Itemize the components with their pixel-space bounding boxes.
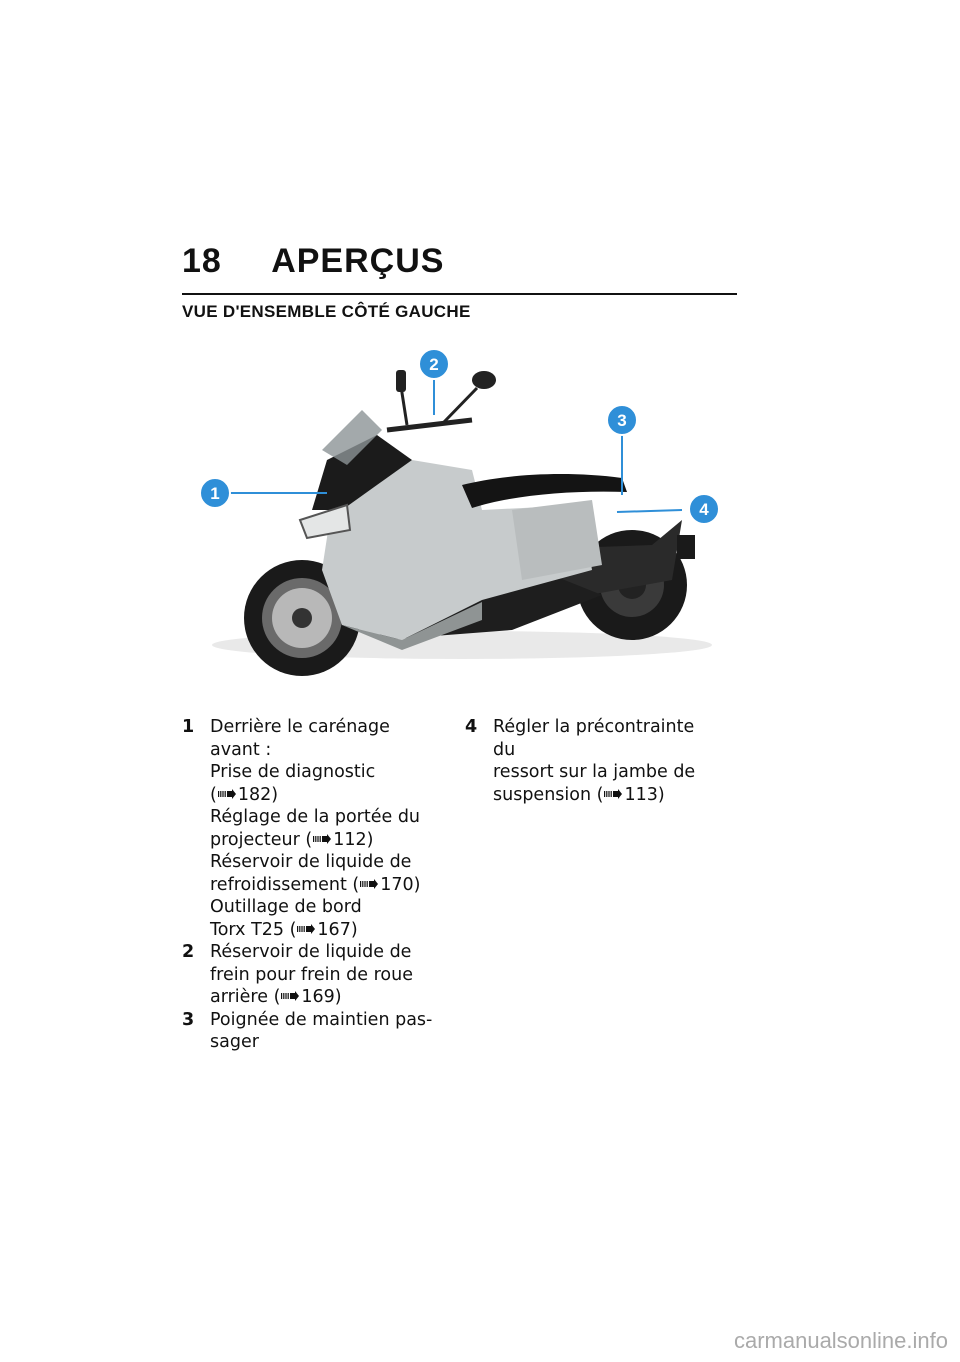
legend-item [465, 716, 720, 806]
legend-line [210, 806, 437, 829]
legend-line [210, 964, 437, 987]
page-reference-arrow-icon [297, 924, 315, 934]
page-reference-arrow-icon [313, 834, 331, 844]
svg-text:3: 3 [617, 411, 627, 430]
legend-item-number: 1 [182, 717, 195, 737]
legend-item-text [210, 941, 437, 1009]
page-reference[interactable]: 169) [301, 987, 342, 1007]
legend-line-text: ressort sur la jambe de [493, 762, 696, 782]
legend-line-text: Prise de diagnostic [210, 762, 376, 782]
legend-line [210, 739, 437, 762]
callout-4 [689, 494, 719, 524]
page-reference[interactable]: 112) [333, 829, 374, 850]
legend-line-text: Poignée de maintien pas- [210, 1009, 433, 1030]
page-reference-arrow-icon [360, 879, 378, 889]
legend-item [182, 716, 437, 941]
legend-line-text: frein pour frein de roue [210, 964, 413, 985]
page-header [182, 242, 444, 281]
page-reference[interactable]: 182) [237, 784, 279, 805]
callout-2 [419, 349, 449, 379]
page-reference[interactable]: 170) [380, 874, 421, 895]
legend-line [210, 829, 437, 852]
legend-line [493, 716, 720, 761]
legend-line [493, 784, 720, 807]
page-reference[interactable]: 113) [624, 784, 665, 805]
legend-line-text: Torx T25 ( [210, 919, 297, 940]
section-title: VUE D'ENSEMBLE CÔTÉ GAUCHE [182, 302, 471, 321]
svg-text:2: 2 [429, 355, 439, 374]
legend-item-number: 3 [182, 1009, 195, 1030]
page-number: 18 [182, 242, 222, 280]
legend-line [210, 761, 437, 784]
legend-column-right [465, 716, 720, 806]
legend-item-text [493, 716, 720, 806]
legend-line-text: avant : [210, 739, 272, 760]
legend-line-text: sager [210, 1032, 259, 1052]
legend-line [210, 896, 437, 919]
page-reference[interactable]: 167) [317, 919, 358, 940]
legend-line-text: Réservoir de liquide de [210, 942, 412, 962]
legend-line [210, 941, 437, 964]
legend-item-number: 2 [182, 942, 195, 962]
callout-1 [200, 478, 230, 508]
svg-text:1: 1 [210, 484, 220, 503]
chapter-title: APERÇUS [271, 242, 445, 280]
legend-line [210, 874, 437, 897]
legend-item [182, 941, 437, 1009]
legend-item-text [210, 1009, 437, 1054]
legend-item-text [210, 716, 437, 941]
legend-line [210, 851, 437, 874]
watermark: carmanualsonline.info [733, 1328, 948, 1353]
legend-line-text: Réservoir de liquide de [210, 852, 412, 872]
legend-line-text: Régler la précontrainte du [493, 717, 695, 760]
legend-line-text: arrière ( [210, 987, 281, 1007]
page-reference-arrow-icon [218, 789, 236, 799]
page-reference-arrow-icon [281, 991, 299, 1001]
callout-3 [607, 405, 637, 435]
legend-line [210, 1009, 437, 1032]
legend-line-text: Réglage de la portée du [210, 807, 421, 827]
legend-line [210, 919, 437, 942]
legend-line-text: projecteur ( [210, 829, 313, 850]
legend-line-text: Derrière le carénage [210, 717, 390, 737]
legend-line [210, 784, 437, 807]
page-reference-arrow-icon [604, 789, 622, 799]
legend-line-text: suspension ( [493, 784, 604, 805]
legend-item [182, 1009, 437, 1054]
legend-item-number: 4 [465, 717, 478, 737]
legend-line-text: Outillage de bord [210, 897, 362, 917]
legend-line-text: ( [210, 784, 217, 805]
svg-text:4: 4 [699, 500, 709, 519]
legend-line [210, 716, 437, 739]
header-divider [182, 293, 737, 295]
legend-line [210, 986, 437, 1009]
scooter-illustration [182, 340, 742, 685]
legend-line [493, 761, 720, 784]
legend-column-left [182, 716, 437, 1054]
legend-line [210, 1031, 437, 1054]
legend-line-text: refroidissement ( [210, 874, 360, 895]
